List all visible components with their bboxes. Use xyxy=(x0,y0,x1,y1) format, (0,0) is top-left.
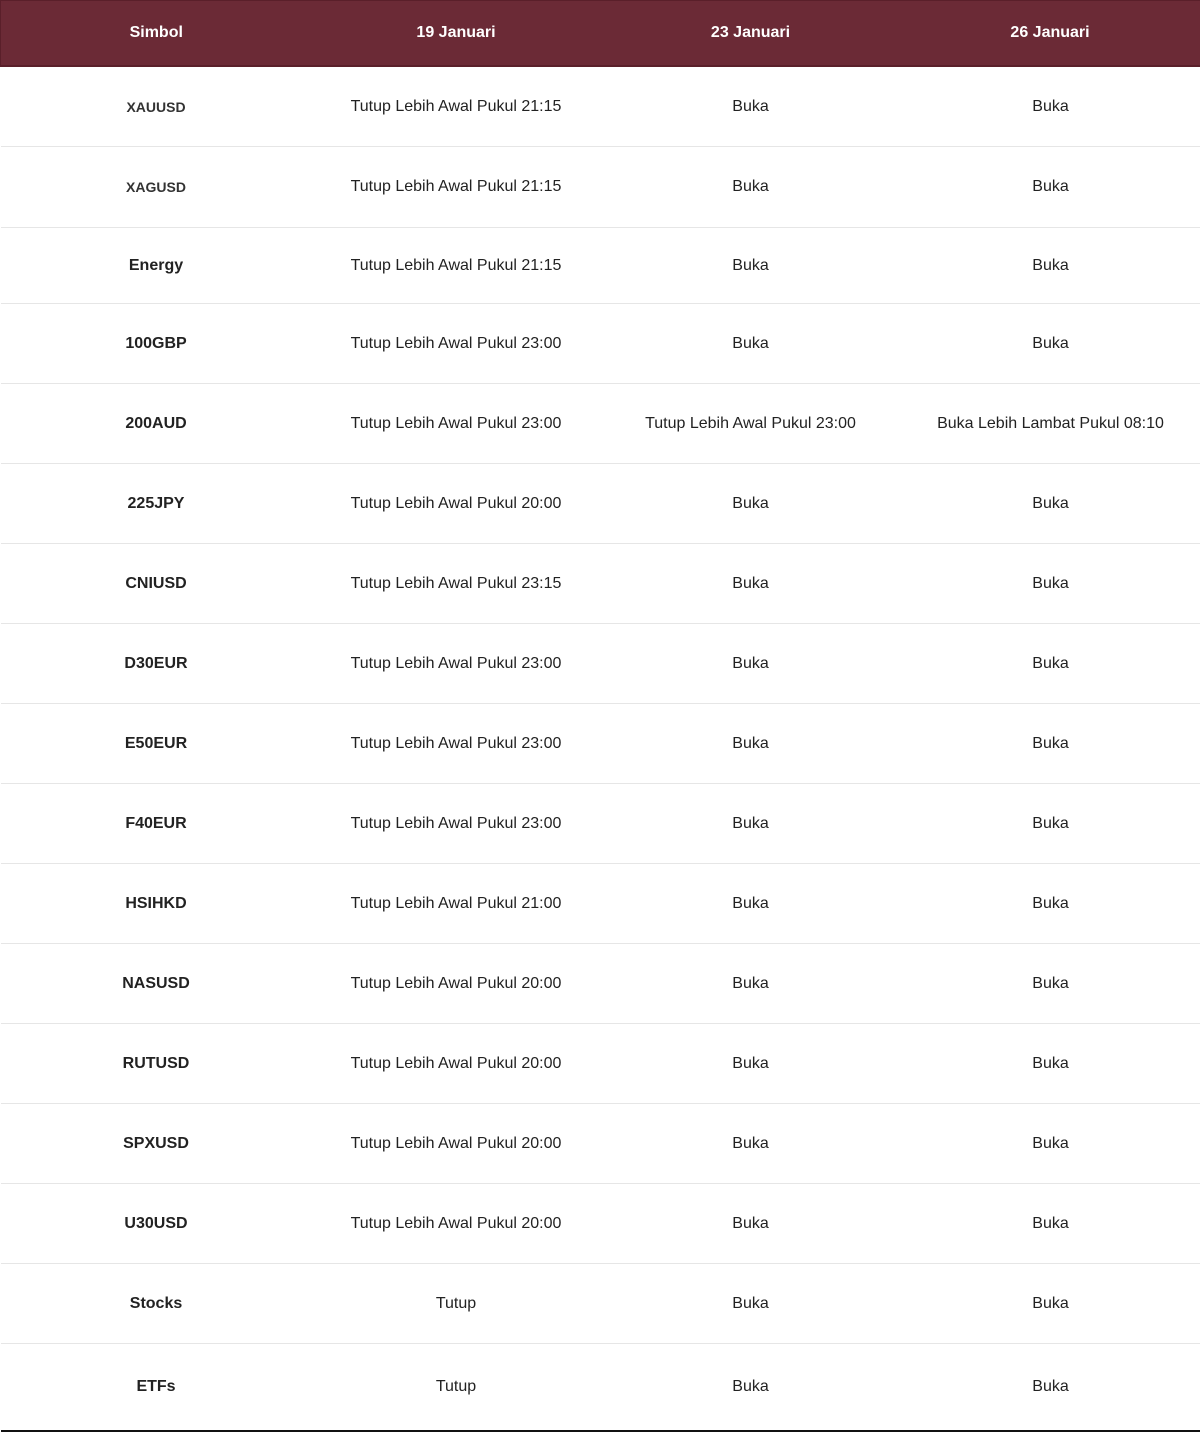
table-row xyxy=(1,66,1200,147)
header-date-19: 19 Januari xyxy=(312,1,601,67)
table-body xyxy=(1,66,1200,1431)
table-row xyxy=(1,544,1200,624)
symbol-cell: 225JPY xyxy=(1,464,312,544)
header-row xyxy=(1,1,1200,67)
table-row xyxy=(1,1104,1200,1184)
table-row xyxy=(1,147,1200,228)
symbol-cell: 200AUD xyxy=(1,384,312,464)
date-19-cell: Tutup Lebih Awal Pukul 23:00 xyxy=(312,704,601,784)
date-23-cell: Buka xyxy=(601,1264,901,1344)
date-23-cell: Buka xyxy=(601,147,901,228)
symbol-cell: Stocks xyxy=(1,1264,312,1344)
table-row xyxy=(1,1264,1200,1344)
date-19-cell: Tutup xyxy=(312,1344,601,1432)
date-19-cell: Tutup Lebih Awal Pukul 20:00 xyxy=(312,1104,601,1184)
date-26-cell: Buka xyxy=(901,228,1200,304)
date-26-cell: Buka xyxy=(901,66,1200,147)
table-row xyxy=(1,1024,1200,1104)
date-26-cell: Buka xyxy=(901,1344,1200,1432)
date-26-cell: Buka xyxy=(901,864,1200,944)
header-symbol: Simbol xyxy=(1,1,312,67)
symbol-cell: U30USD xyxy=(1,1184,312,1264)
symbol-cell: F40EUR xyxy=(1,784,312,864)
date-23-cell: Tutup Lebih Awal Pukul 23:00 xyxy=(601,384,901,464)
date-26-cell: Buka xyxy=(901,1104,1200,1184)
symbol-cell: ETFs xyxy=(1,1344,312,1432)
date-19-cell: Tutup Lebih Awal Pukul 23:00 xyxy=(312,624,601,704)
header-date-26: 26 Januari xyxy=(901,1,1200,67)
symbol-cell: 100GBP xyxy=(1,304,312,384)
date-23-cell: Buka xyxy=(601,624,901,704)
date-26-cell: Buka xyxy=(901,944,1200,1024)
date-26-cell: Buka xyxy=(901,624,1200,704)
date-19-cell: Tutup Lebih Awal Pukul 23:00 xyxy=(312,784,601,864)
date-19-cell: Tutup Lebih Awal Pukul 21:00 xyxy=(312,864,601,944)
date-23-cell: Buka xyxy=(601,1184,901,1264)
date-23-cell: Buka xyxy=(601,1104,901,1184)
date-23-cell: Buka xyxy=(601,864,901,944)
date-19-cell: Tutup Lebih Awal Pukul 23:15 xyxy=(312,544,601,624)
date-19-cell: Tutup Lebih Awal Pukul 20:00 xyxy=(312,1024,601,1104)
date-23-cell: Buka xyxy=(601,704,901,784)
date-23-cell: Buka xyxy=(601,464,901,544)
date-19-cell: Tutup Lebih Awal Pukul 23:00 xyxy=(312,384,601,464)
table-row xyxy=(1,304,1200,384)
date-19-cell: Tutup Lebih Awal Pukul 20:00 xyxy=(312,1184,601,1264)
symbol-cell: RUTUSD xyxy=(1,1024,312,1104)
symbol-cell: D30EUR xyxy=(1,624,312,704)
table-row xyxy=(1,624,1200,704)
date-23-cell: Buka xyxy=(601,66,901,147)
symbol-cell: Energy xyxy=(1,228,312,304)
table-row xyxy=(1,464,1200,544)
date-26-cell: Buka xyxy=(901,1184,1200,1264)
date-23-cell: Buka xyxy=(601,1024,901,1104)
date-26-cell: Buka xyxy=(901,464,1200,544)
date-23-cell: Buka xyxy=(601,944,901,1024)
table-row xyxy=(1,704,1200,784)
date-26-cell: Buka xyxy=(901,147,1200,228)
symbol-cell: CNIUSD xyxy=(1,544,312,624)
date-26-cell: Buka xyxy=(901,704,1200,784)
date-19-cell: Tutup Lebih Awal Pukul 23:00 xyxy=(312,304,601,384)
date-23-cell: Buka xyxy=(601,228,901,304)
symbol-cell: E50EUR xyxy=(1,704,312,784)
date-23-cell: Buka xyxy=(601,544,901,624)
table-row xyxy=(1,228,1200,304)
date-19-cell: Tutup Lebih Awal Pukul 21:15 xyxy=(312,66,601,147)
symbol-cell: SPXUSD xyxy=(1,1104,312,1184)
date-26-cell: Buka xyxy=(901,304,1200,384)
symbol-cell: HSIHKD xyxy=(1,864,312,944)
table-row xyxy=(1,784,1200,864)
table-row xyxy=(1,944,1200,1024)
date-26-cell: Buka xyxy=(901,1024,1200,1104)
date-19-cell: Tutup Lebih Awal Pukul 20:00 xyxy=(312,464,601,544)
date-19-cell: Tutup Lebih Awal Pukul 21:15 xyxy=(312,147,601,228)
date-26-cell: Buka xyxy=(901,544,1200,624)
date-19-cell: Tutup Lebih Awal Pukul 21:15 xyxy=(312,228,601,304)
table-row xyxy=(1,864,1200,944)
date-23-cell: Buka xyxy=(601,1344,901,1432)
date-26-cell: Buka xyxy=(901,1264,1200,1344)
table-row xyxy=(1,1344,1200,1432)
date-26-cell: Buka xyxy=(901,784,1200,864)
table-row xyxy=(1,384,1200,464)
table-row xyxy=(1,1184,1200,1264)
symbol-cell: XAGUSD xyxy=(1,147,312,228)
symbol-cell: NASUSD xyxy=(1,944,312,1024)
date-23-cell: Buka xyxy=(601,304,901,384)
table-header xyxy=(1,1,1200,67)
date-19-cell: Tutup xyxy=(312,1264,601,1344)
date-26-cell: Buka Lebih Lambat Pukul 08:10 xyxy=(901,384,1200,464)
date-19-cell: Tutup Lebih Awal Pukul 20:00 xyxy=(312,944,601,1024)
header-date-23: 23 Januari xyxy=(601,1,901,67)
symbol-cell: XAUUSD xyxy=(1,66,312,147)
date-23-cell: Buka xyxy=(601,784,901,864)
